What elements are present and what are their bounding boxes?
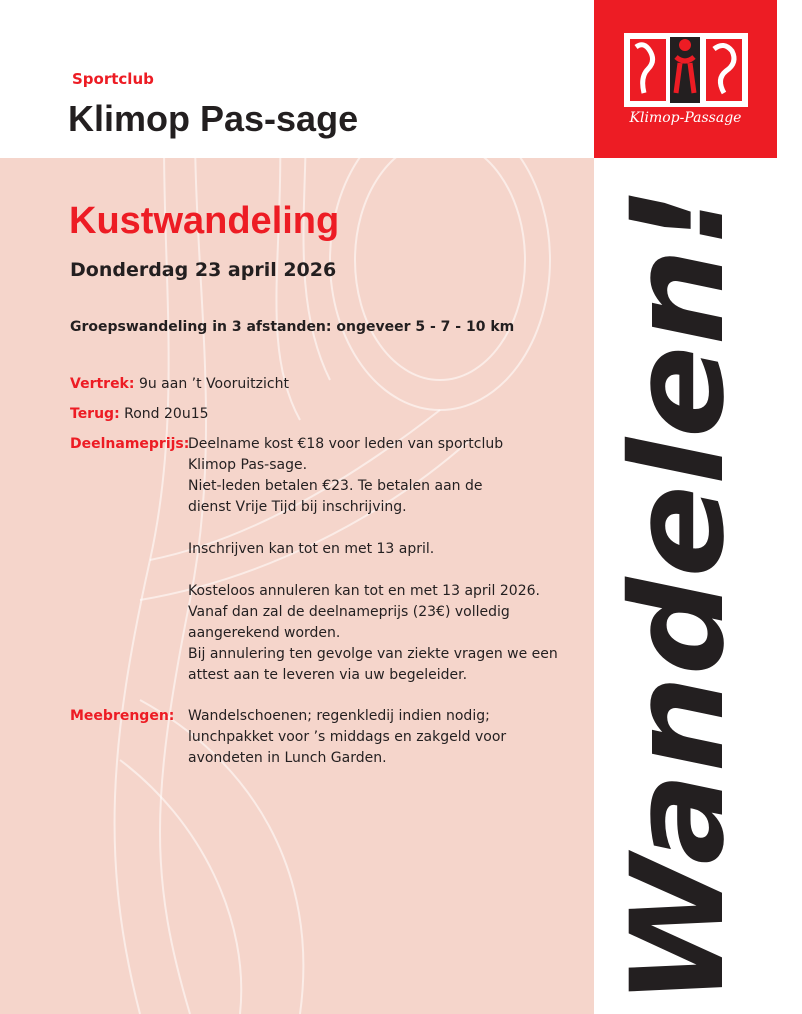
prijs-line: Klimop Pas-sage. [188,457,308,473]
climbers-logo-icon [624,33,748,107]
vertrek-label: Vertrek: [70,376,135,392]
prijs-text [188,434,578,686]
prijs-line: Bij annulering ten gevolge van ziekte vragen we een [188,646,558,662]
terug-label: Terug: [70,406,120,422]
prijs-line: Deelname kost €18 voor leden van sportclub [188,436,504,452]
prijs-line [188,518,578,539]
meebrengen-line: lunchpakket voor ’s middags en zakgeld voor [188,729,507,745]
meebrengen-label-row [70,706,174,727]
event-title: Kustwandeling [69,200,340,242]
prijs-label: Deelnameprijs: [70,436,190,452]
prijs-line: dienst Vrije Tijd bij inschrijving. [188,499,407,515]
event-date: Donderdag 23 april 2026 [70,259,337,281]
vertrek-value: 9u aan ’t Vooruitzicht [138,376,289,392]
prijs-line: aangerekend worden. [188,625,341,641]
prijs-line: Kosteloos annuleren kan tot en met 13 april 2026. [188,583,540,599]
terug-row [70,404,209,425]
club-subtitle: Sportclub [72,70,154,88]
wandelen-text: Wandelen! [604,237,753,1006]
prijs-line [188,560,578,581]
wandelen-vertical-text [604,170,764,1014]
prijs-line: attest aan te leveren via uw begeleider. [188,667,468,683]
meebrengen-line: avondeten in Lunch Garden. [188,750,387,766]
prijs-line: Inschrijven kan tot en met 13 april. [188,541,435,557]
prijs-label-row [70,434,189,455]
vertrek-row [70,374,289,395]
logo-text: Klimop-Passage [629,110,742,126]
club-name: Klimop Pas-sage [68,98,359,139]
meebrengen-line: Wandelschoenen; regenkledij indien nodig; [188,708,490,724]
terug-value: Rond 20u15 [124,406,209,422]
club-logo [594,0,777,158]
event-summary: Groepswandeling in 3 afstanden: ongeveer 5 - 7 - 10 km [70,319,515,335]
prijs-line: Vanaf dan zal de deelnameprijs (23€) volledig [188,604,510,620]
prijs-line: Niet-leden betalen €23. Te betalen aan de [188,478,483,494]
meebrengen-label: Meebrengen: [70,708,175,724]
meebrengen-text [188,706,578,769]
